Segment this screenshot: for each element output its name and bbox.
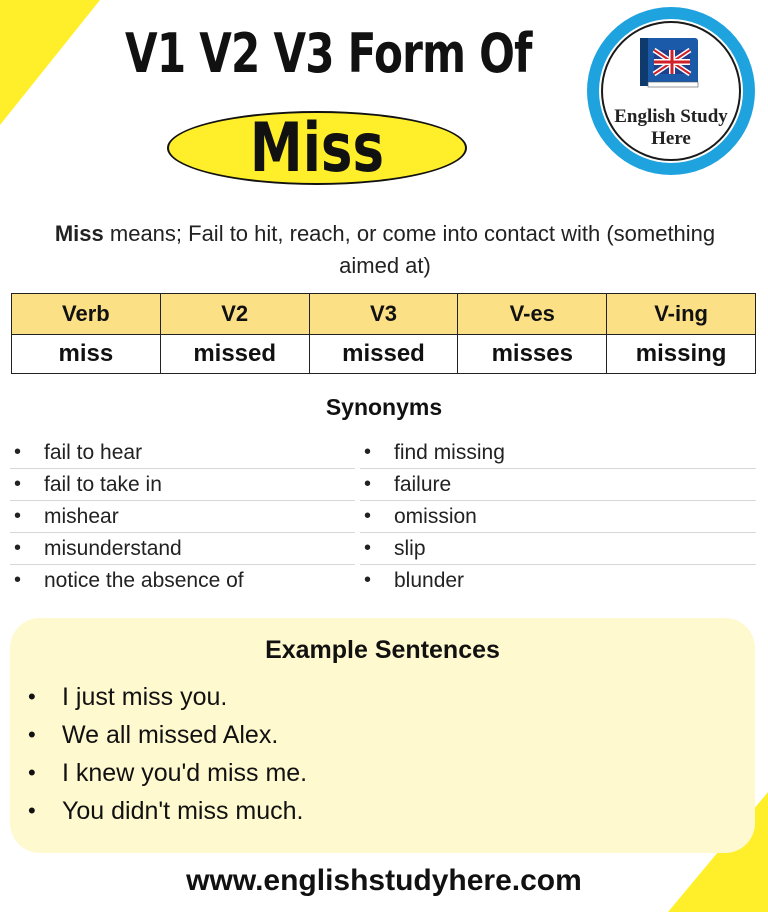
verb-oval (167, 109, 467, 188)
bullet-icon: • (28, 684, 36, 709)
list-item: • mishear (10, 501, 355, 533)
logo-text-line2: Here (651, 128, 691, 149)
verb-heading: Miss (249, 109, 385, 188)
table-header-row (12, 294, 756, 335)
bullet-icon: • (14, 569, 22, 591)
cell-v2: missed (160, 335, 309, 374)
examples-title: Example Sentences (265, 636, 500, 664)
examples-list (24, 678, 307, 830)
header-v2: V2 (160, 294, 309, 335)
synonyms-list-right (360, 437, 756, 596)
list-item: • find missing (360, 437, 756, 469)
book-with-uk-flag-icon (640, 38, 698, 87)
list-item: • fail to take in (10, 469, 355, 501)
synonyms-list-left (10, 437, 355, 596)
cell-v-es: misses (458, 335, 607, 374)
meaning-text (40, 218, 730, 282)
meaning-definition: means; Fail to hit, reach, or come into contact with (something aimed at) (103, 221, 716, 278)
bullet-icon: • (14, 505, 22, 527)
list-item: • I knew you'd miss me. (24, 754, 307, 792)
bullet-icon: • (14, 473, 22, 495)
page-title: V1 V2 V3 Form Of (125, 22, 532, 85)
cell-verb: miss (12, 335, 161, 374)
cell-v3: missed (309, 335, 458, 374)
list-item: • I just miss you. (24, 678, 307, 716)
bullet-icon: • (364, 441, 372, 463)
bullet-icon: • (14, 441, 22, 463)
list-item: • You didn't miss much. (24, 792, 307, 830)
list-item: • notice the absence of (10, 565, 355, 596)
list-item: • misunderstand (10, 533, 355, 565)
table-row (12, 335, 756, 374)
header-v-es: V-es (458, 294, 607, 335)
bullet-icon: • (28, 798, 36, 823)
header-verb: Verb (12, 294, 161, 335)
bullet-icon: • (28, 722, 36, 747)
logo-badge (584, 4, 758, 178)
footer-url[interactable]: www.englishstudyhere.com (186, 864, 582, 897)
header-v3: V3 (309, 294, 458, 335)
list-item: • fail to hear (10, 437, 355, 469)
cell-v-ing: missing (607, 335, 756, 374)
list-item: • failure (360, 469, 756, 501)
example-sentences-box (10, 618, 755, 853)
list-item: • slip (360, 533, 756, 565)
bullet-icon: • (364, 569, 372, 591)
list-item: • blunder (360, 565, 756, 596)
bullet-icon: • (14, 537, 22, 559)
bullet-icon: • (364, 537, 372, 559)
bullet-icon: • (364, 473, 372, 495)
list-item: • omission (360, 501, 756, 533)
header-v-ing: V-ing (607, 294, 756, 335)
meaning-word: Miss (54, 221, 104, 246)
verb-forms-table (11, 293, 756, 374)
site-logo[interactable] (584, 4, 758, 178)
bullet-icon: • (364, 505, 372, 527)
list-item: • We all missed Alex. (24, 716, 307, 754)
logo-text-line1: English Study (614, 106, 728, 127)
synonyms-title: Synonyms (325, 394, 443, 420)
corner-decoration-top-left (0, 0, 100, 125)
bullet-icon: • (28, 760, 36, 785)
